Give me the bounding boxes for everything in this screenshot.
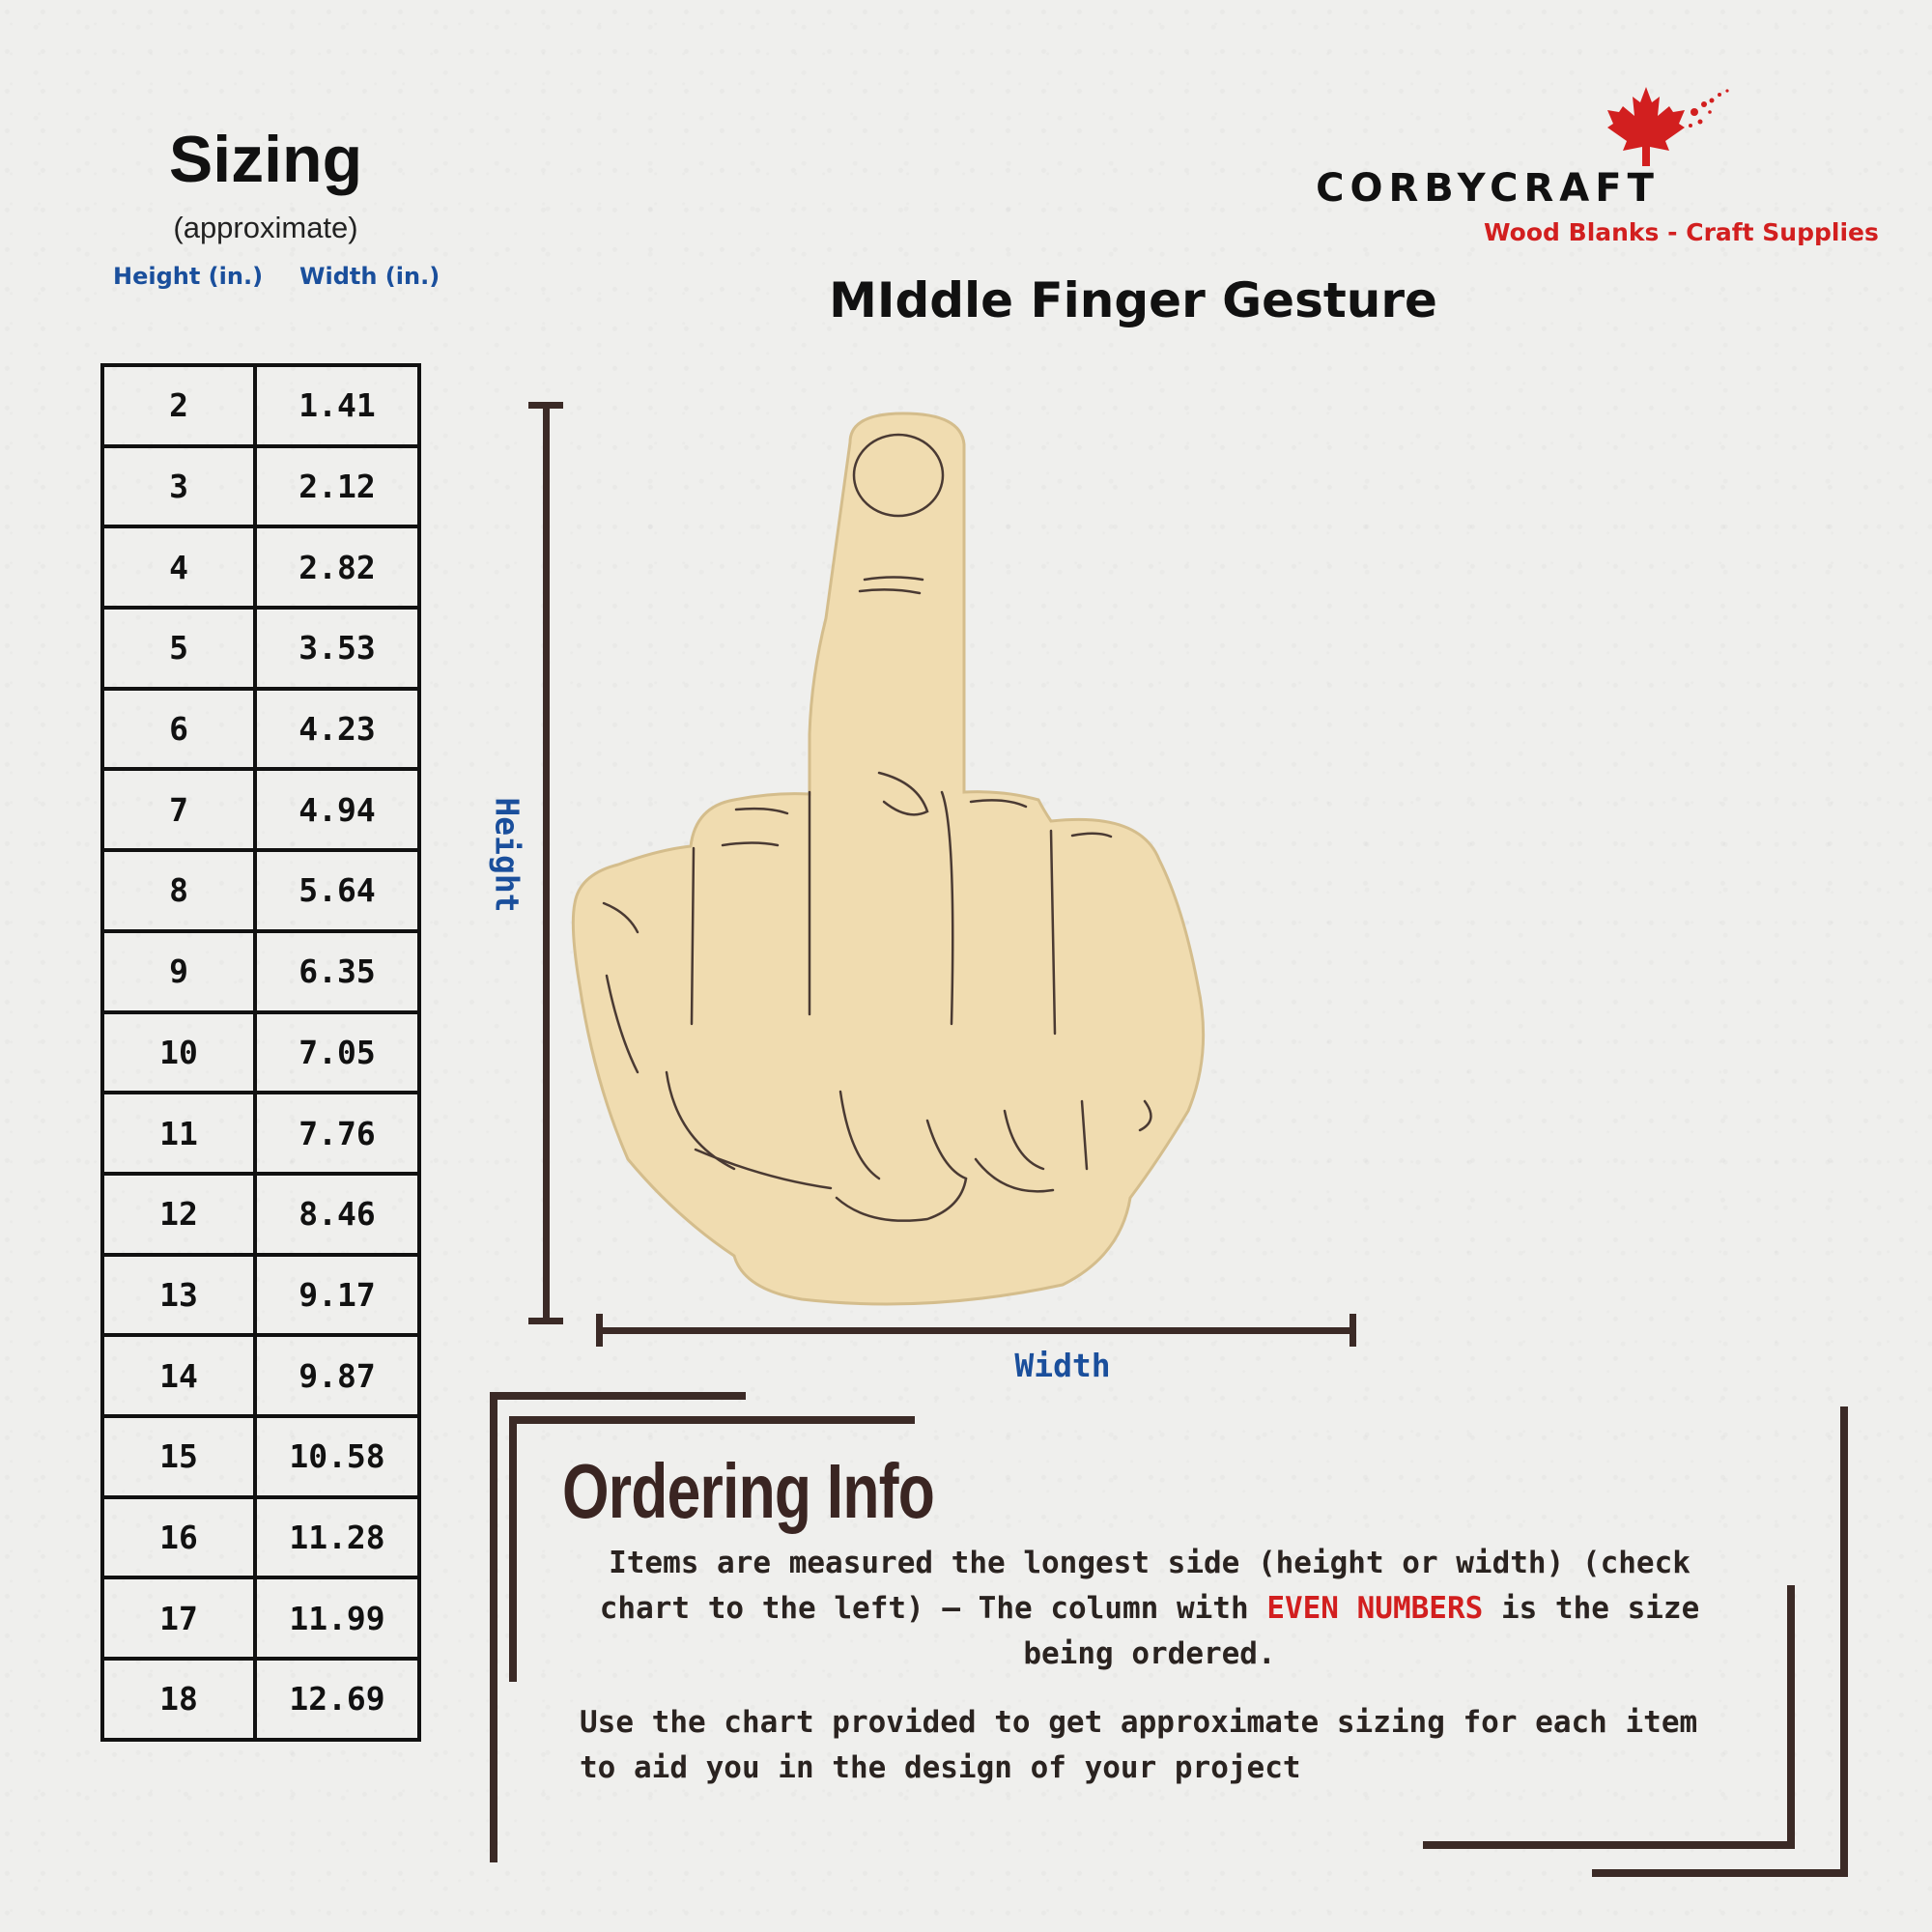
width-cell: 2.12: [255, 446, 419, 527]
height-cell: 12: [102, 1174, 255, 1255]
frame-bar-top-outer: [490, 1392, 746, 1400]
height-cell: 6: [102, 689, 255, 770]
width-cell: 7.05: [255, 1012, 419, 1094]
width-cell: 9.87: [255, 1335, 419, 1416]
height-cell: 5: [102, 608, 255, 689]
height-cell: 10: [102, 1012, 255, 1094]
height-cell: 11: [102, 1093, 255, 1174]
width-column-header: Width (in.): [299, 263, 440, 290]
ordering-text-part: Items are measured the longest side (height or width) (check chart to the left) – The column with: [599, 1546, 1690, 1626]
brand-tagline: Wood Blanks - Craft Supplies: [1484, 218, 1879, 246]
height-cell: 13: [102, 1255, 255, 1336]
width-cell: 9.17: [255, 1255, 419, 1336]
brand-name: CORBYCRAFT: [1316, 166, 1660, 211]
ordering-info-paragraph-2: Use the chart provided to get approximate sizing for each item to aid you in the design of your project: [580, 1705, 1698, 1785]
height-label: Height: [488, 797, 526, 913]
height-cell: 8: [102, 850, 255, 931]
height-cell: 16: [102, 1497, 255, 1578]
width-cell: 10.58: [255, 1416, 419, 1497]
product-title: MIddle Finger Gesture: [829, 272, 1437, 328]
width-cell: 7.76: [255, 1093, 419, 1174]
height-cell: 9: [102, 931, 255, 1012]
ordering-text-part: is the size being ordered.: [1023, 1591, 1700, 1671]
height-dimension-line: [528, 402, 563, 1324]
height-cell: 3: [102, 446, 255, 527]
frame-bar-right-inner: [1787, 1585, 1795, 1848]
height-cell: 14: [102, 1335, 255, 1416]
frame-bar-left-outer: [490, 1392, 497, 1862]
middle-finger-hand-icon: [573, 413, 1203, 1304]
width-cell: 11.99: [255, 1577, 419, 1659]
height-cell: 15: [102, 1416, 255, 1497]
frame-bar-bottom-inner: [1423, 1841, 1795, 1849]
width-cell: 4.94: [255, 769, 419, 850]
frame-bar-right-outer: [1840, 1406, 1848, 1877]
height-cell: 2: [102, 365, 255, 446]
width-cell: 3.53: [255, 608, 419, 689]
height-cell: 17: [102, 1577, 255, 1659]
height-cell: 18: [102, 1659, 255, 1740]
width-label: Width: [1014, 1347, 1111, 1384]
width-cell: 11.28: [255, 1497, 419, 1578]
width-cell: 2.82: [255, 526, 419, 608]
height-cell: 7: [102, 769, 255, 850]
frame-bar-left-inner: [509, 1416, 517, 1682]
width-cell: 5.64: [255, 850, 419, 931]
height-cell: 4: [102, 526, 255, 608]
width-cell: 12.69: [255, 1659, 419, 1740]
width-cell: 4.23: [255, 689, 419, 770]
even-numbers-highlight: EVEN NUMBERS: [1266, 1591, 1484, 1626]
frame-bar-top-inner: [509, 1416, 915, 1424]
sizing-subtitle: (approximate): [173, 211, 358, 244]
ordering-info-title: Ordering Info: [562, 1448, 935, 1534]
ordering-info-paragraph-1: [575, 1541, 1724, 1677]
width-cell: 8.46: [255, 1174, 419, 1255]
sizing-title: Sizing: [168, 123, 363, 196]
height-column-header: Height (in.): [113, 263, 264, 290]
width-cell: 6.35: [255, 931, 419, 1012]
width-dimension-line: [596, 1314, 1356, 1347]
width-cell: 1.41: [255, 365, 419, 446]
frame-bar-bottom-outer: [1592, 1869, 1848, 1877]
